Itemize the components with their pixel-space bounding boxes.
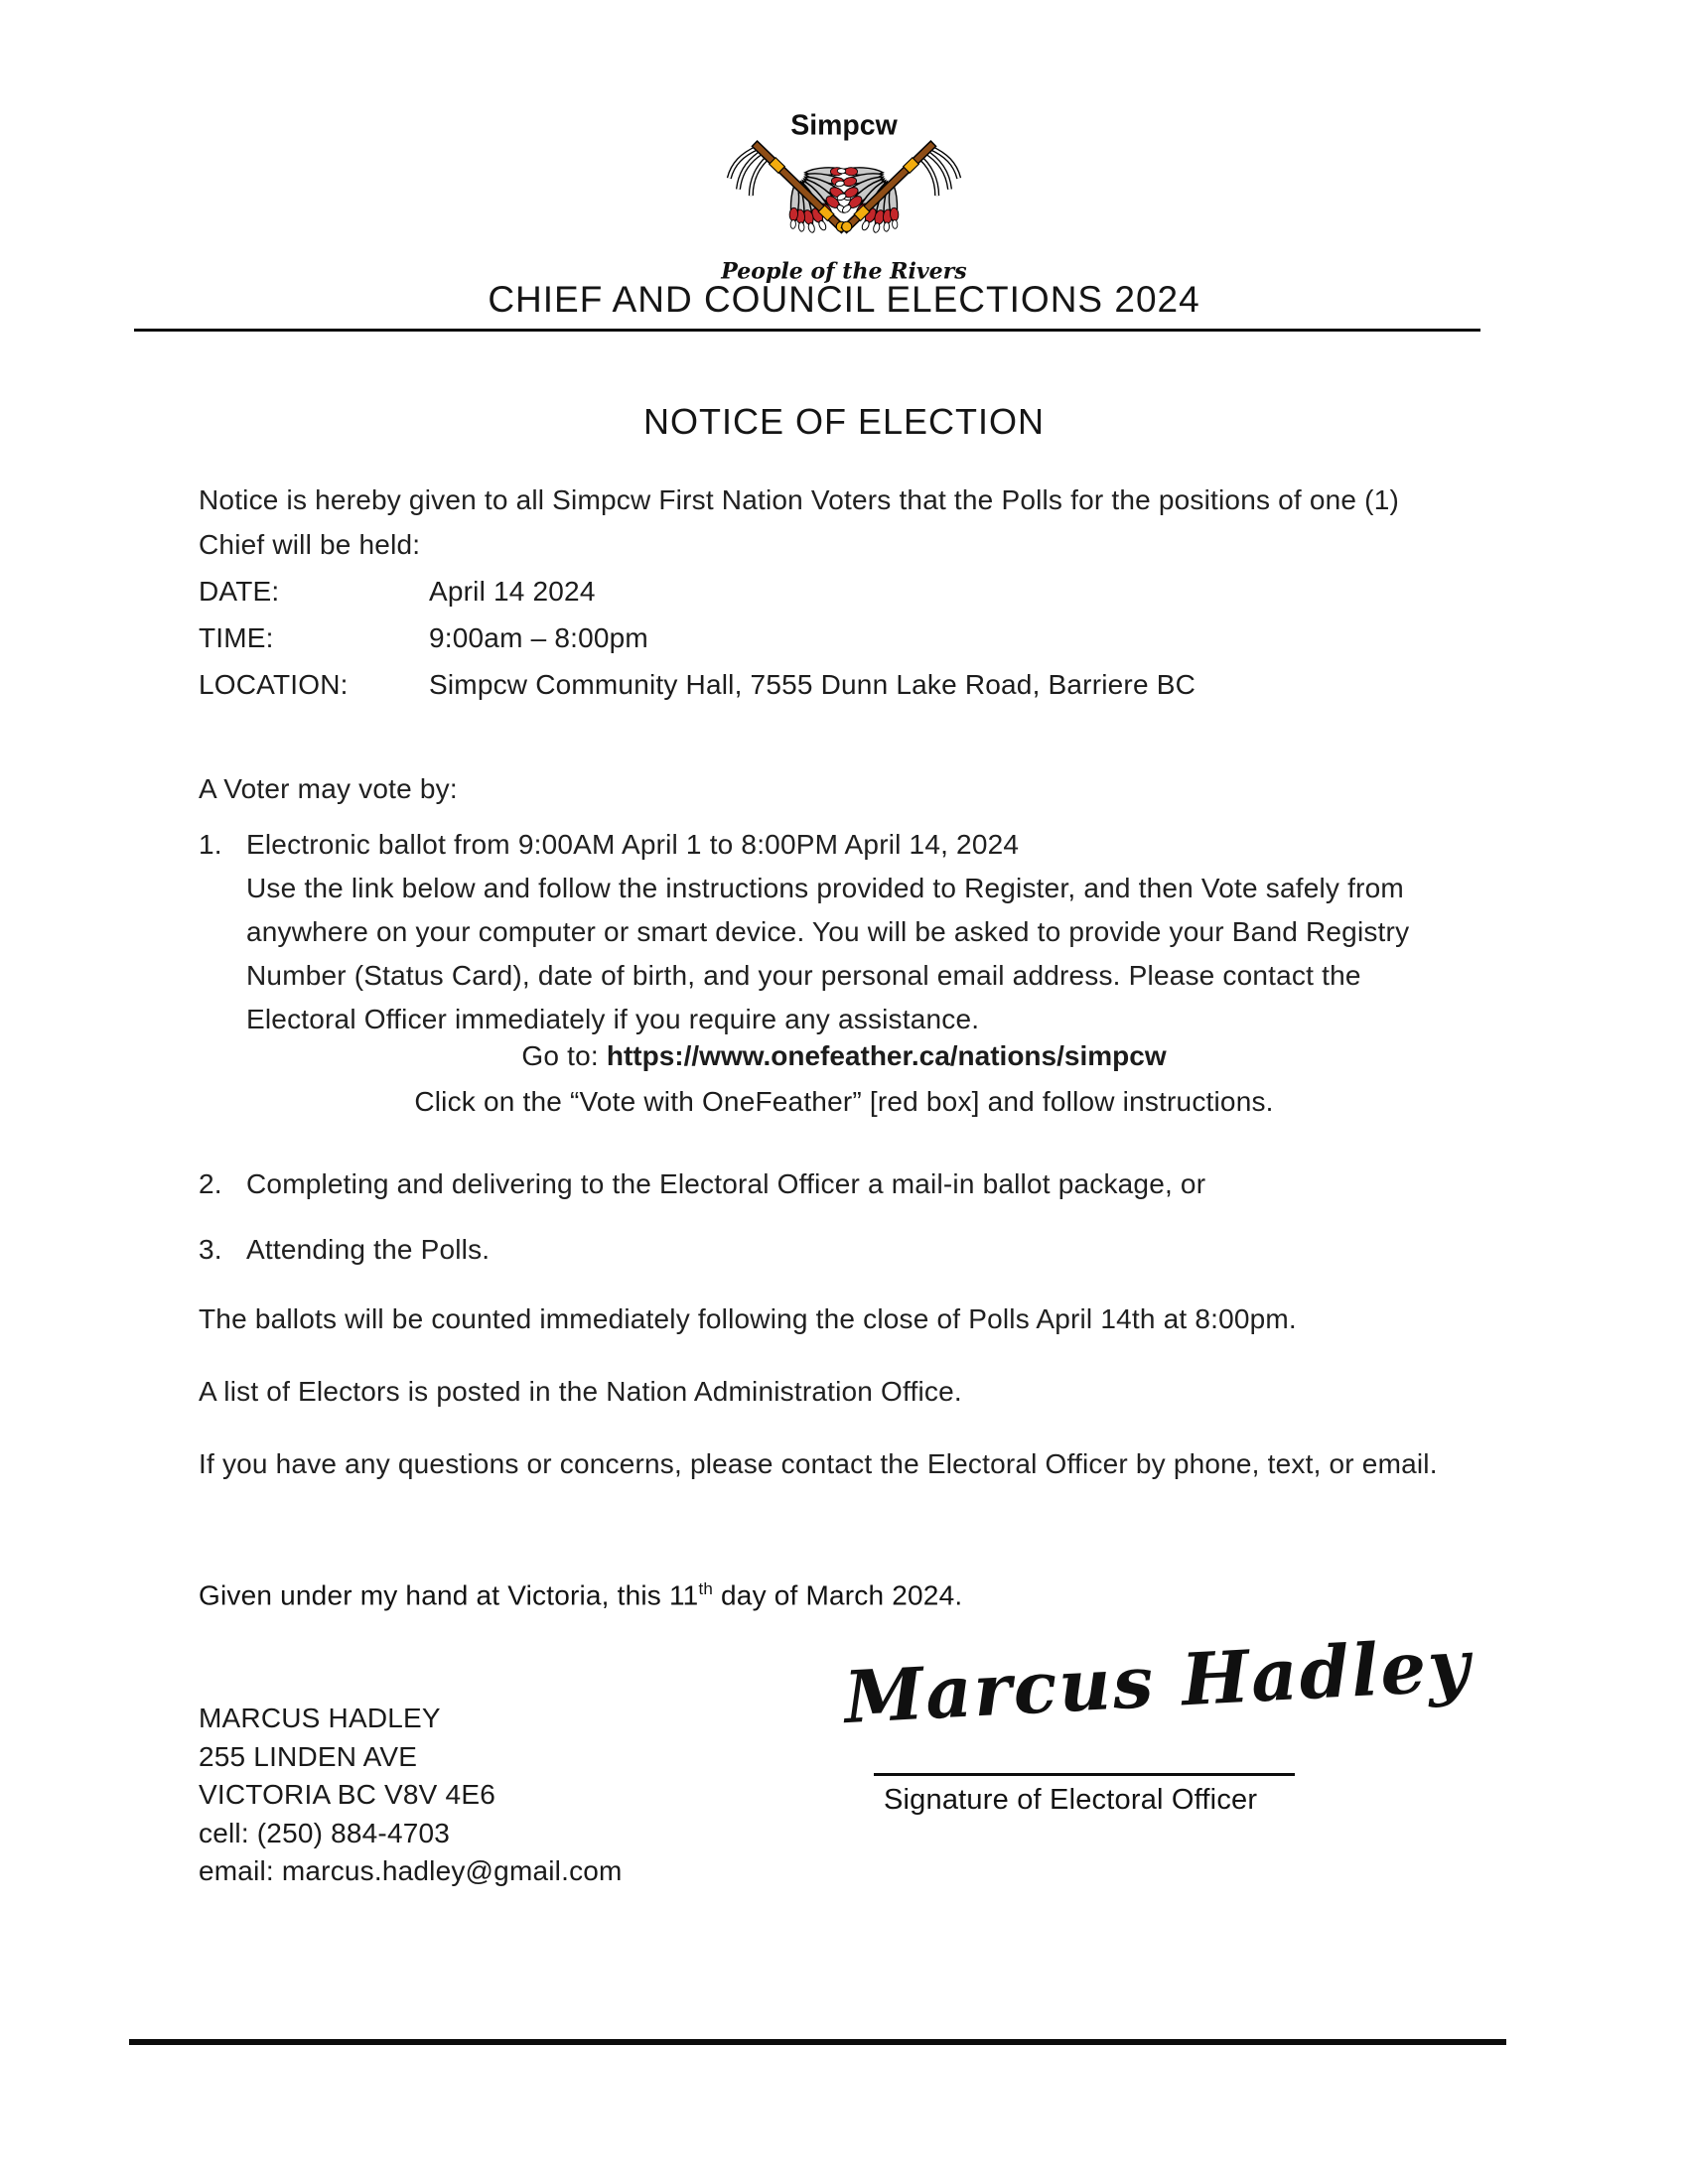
- detail-row-date: [199, 568, 1519, 614]
- vote-method-3: [199, 1227, 1519, 1272]
- vote-method-1-number: 1.: [199, 829, 222, 860]
- logo-tagline-text: People of the Rivers: [721, 258, 967, 285]
- header-divider: [134, 329, 1480, 332]
- electors-list-paragraph: A list of Electors is posted in the Nation Administration Office.: [199, 1376, 962, 1407]
- detail-row-time: [199, 614, 1519, 661]
- vote-method-2: [199, 1161, 1519, 1206]
- onefeather-link-line: [0, 1040, 1688, 1072]
- logo-brand-text: Simpcw: [790, 109, 898, 142]
- location-value: Simpcw Community Hall, 7555 Dunn Lake Road, Barriere BC: [429, 669, 1196, 700]
- location-label: LOCATION:: [199, 669, 349, 700]
- vote-method-1-body-line3: Number (Status Card), date of birth, and your personal email address. Please contact the: [246, 960, 1361, 991]
- date-label: DATE:: [199, 576, 280, 607]
- attestation-ordinal: th: [698, 1579, 714, 1598]
- officer-cell: cell: (250) 884-4703: [199, 1817, 451, 1848]
- notice-intro: [199, 478, 1519, 567]
- vote-method-1-body-line2: anywhere on your computer or smart device. You will be asked to provide your Band Registry: [246, 916, 1410, 947]
- vote-method-1-body-line1: Use the link below and follow the instructions provided to Register, and then Vote safely from: [246, 873, 1404, 903]
- vote-method-1-body-line4: Electoral Officer immediately if you require any assistance.: [246, 1004, 980, 1034]
- goto-prefix: Go to:: [521, 1040, 607, 1071]
- vote-method-1-lead: Electronic ballot from 9:00AM April 1 to 8:00PM April 14, 2024: [246, 829, 1020, 860]
- election-details: [199, 568, 1519, 708]
- onefeather-url[interactable]: https://www.onefeather.ca/nations/simpcw: [606, 1040, 1167, 1071]
- onefeather-instruction: Click on the “Vote with OneFeather” [red box] and follow instructions.: [414, 1086, 1274, 1117]
- vote-method-3-number: 3.: [199, 1234, 222, 1265]
- footer-divider: [129, 2039, 1506, 2045]
- questions-paragraph: If you have any questions or concerns, please contact the Electoral Officer by phone, text, or email.: [199, 1448, 1438, 1479]
- vote-method-1-body: [246, 867, 1527, 1041]
- officer-name: MARCUS HADLEY: [199, 1703, 441, 1733]
- vote-method-2-lead: Completing and delivering to the Electoral Officer a mail-in ballot package, or: [246, 1168, 1206, 1199]
- notice-intro-line1: Notice is hereby given to all Simpcw First Nation Voters that the Polls for the positions of one (1): [199, 484, 1400, 515]
- attestation-line: [199, 1579, 1519, 1611]
- date-value: April 14 2024: [429, 576, 596, 607]
- detail-row-location: [199, 661, 1519, 708]
- simpcw-logo: [705, 107, 983, 286]
- signature-caption: Signature of Electoral Officer: [884, 1784, 1258, 1816]
- feather-fans-icon: [705, 107, 983, 286]
- ballot-count-paragraph: The ballots will be counted immediately following the close of Polls April 14th at 8:00pm.: [199, 1303, 1297, 1334]
- vote-method-2-number: 2.: [199, 1168, 222, 1199]
- officer-email: email: marcus.hadley@gmail.com: [199, 1855, 623, 1886]
- notice-intro-line2: Chief will be held:: [199, 529, 421, 560]
- document-title: CHIEF AND COUNCIL ELECTIONS 2024: [488, 279, 1200, 320]
- signature-handwriting: Marcus Hadley: [842, 1622, 1474, 1740]
- attestation-pre: Given under my hand at Victoria, this 11: [199, 1579, 699, 1611]
- time-label: TIME:: [199, 622, 274, 653]
- notice-title: NOTICE OF ELECTION: [642, 401, 1046, 442]
- officer-address-line1: 255 LINDEN AVE: [199, 1740, 418, 1772]
- signature-line: [874, 1773, 1295, 1776]
- electoral-officer-block: [199, 1700, 894, 1891]
- vote-method-3-lead: Attending the Polls.: [246, 1234, 491, 1265]
- vote-methods-intro: A Voter may vote by:: [199, 773, 458, 804]
- officer-address-line2: VICTORIA BC V8V 4E6: [199, 1779, 495, 1810]
- attestation-post: day of March 2024.: [713, 1579, 963, 1611]
- vote-method-1: [199, 822, 1519, 867]
- time-value: 9:00am – 8:00pm: [429, 622, 648, 653]
